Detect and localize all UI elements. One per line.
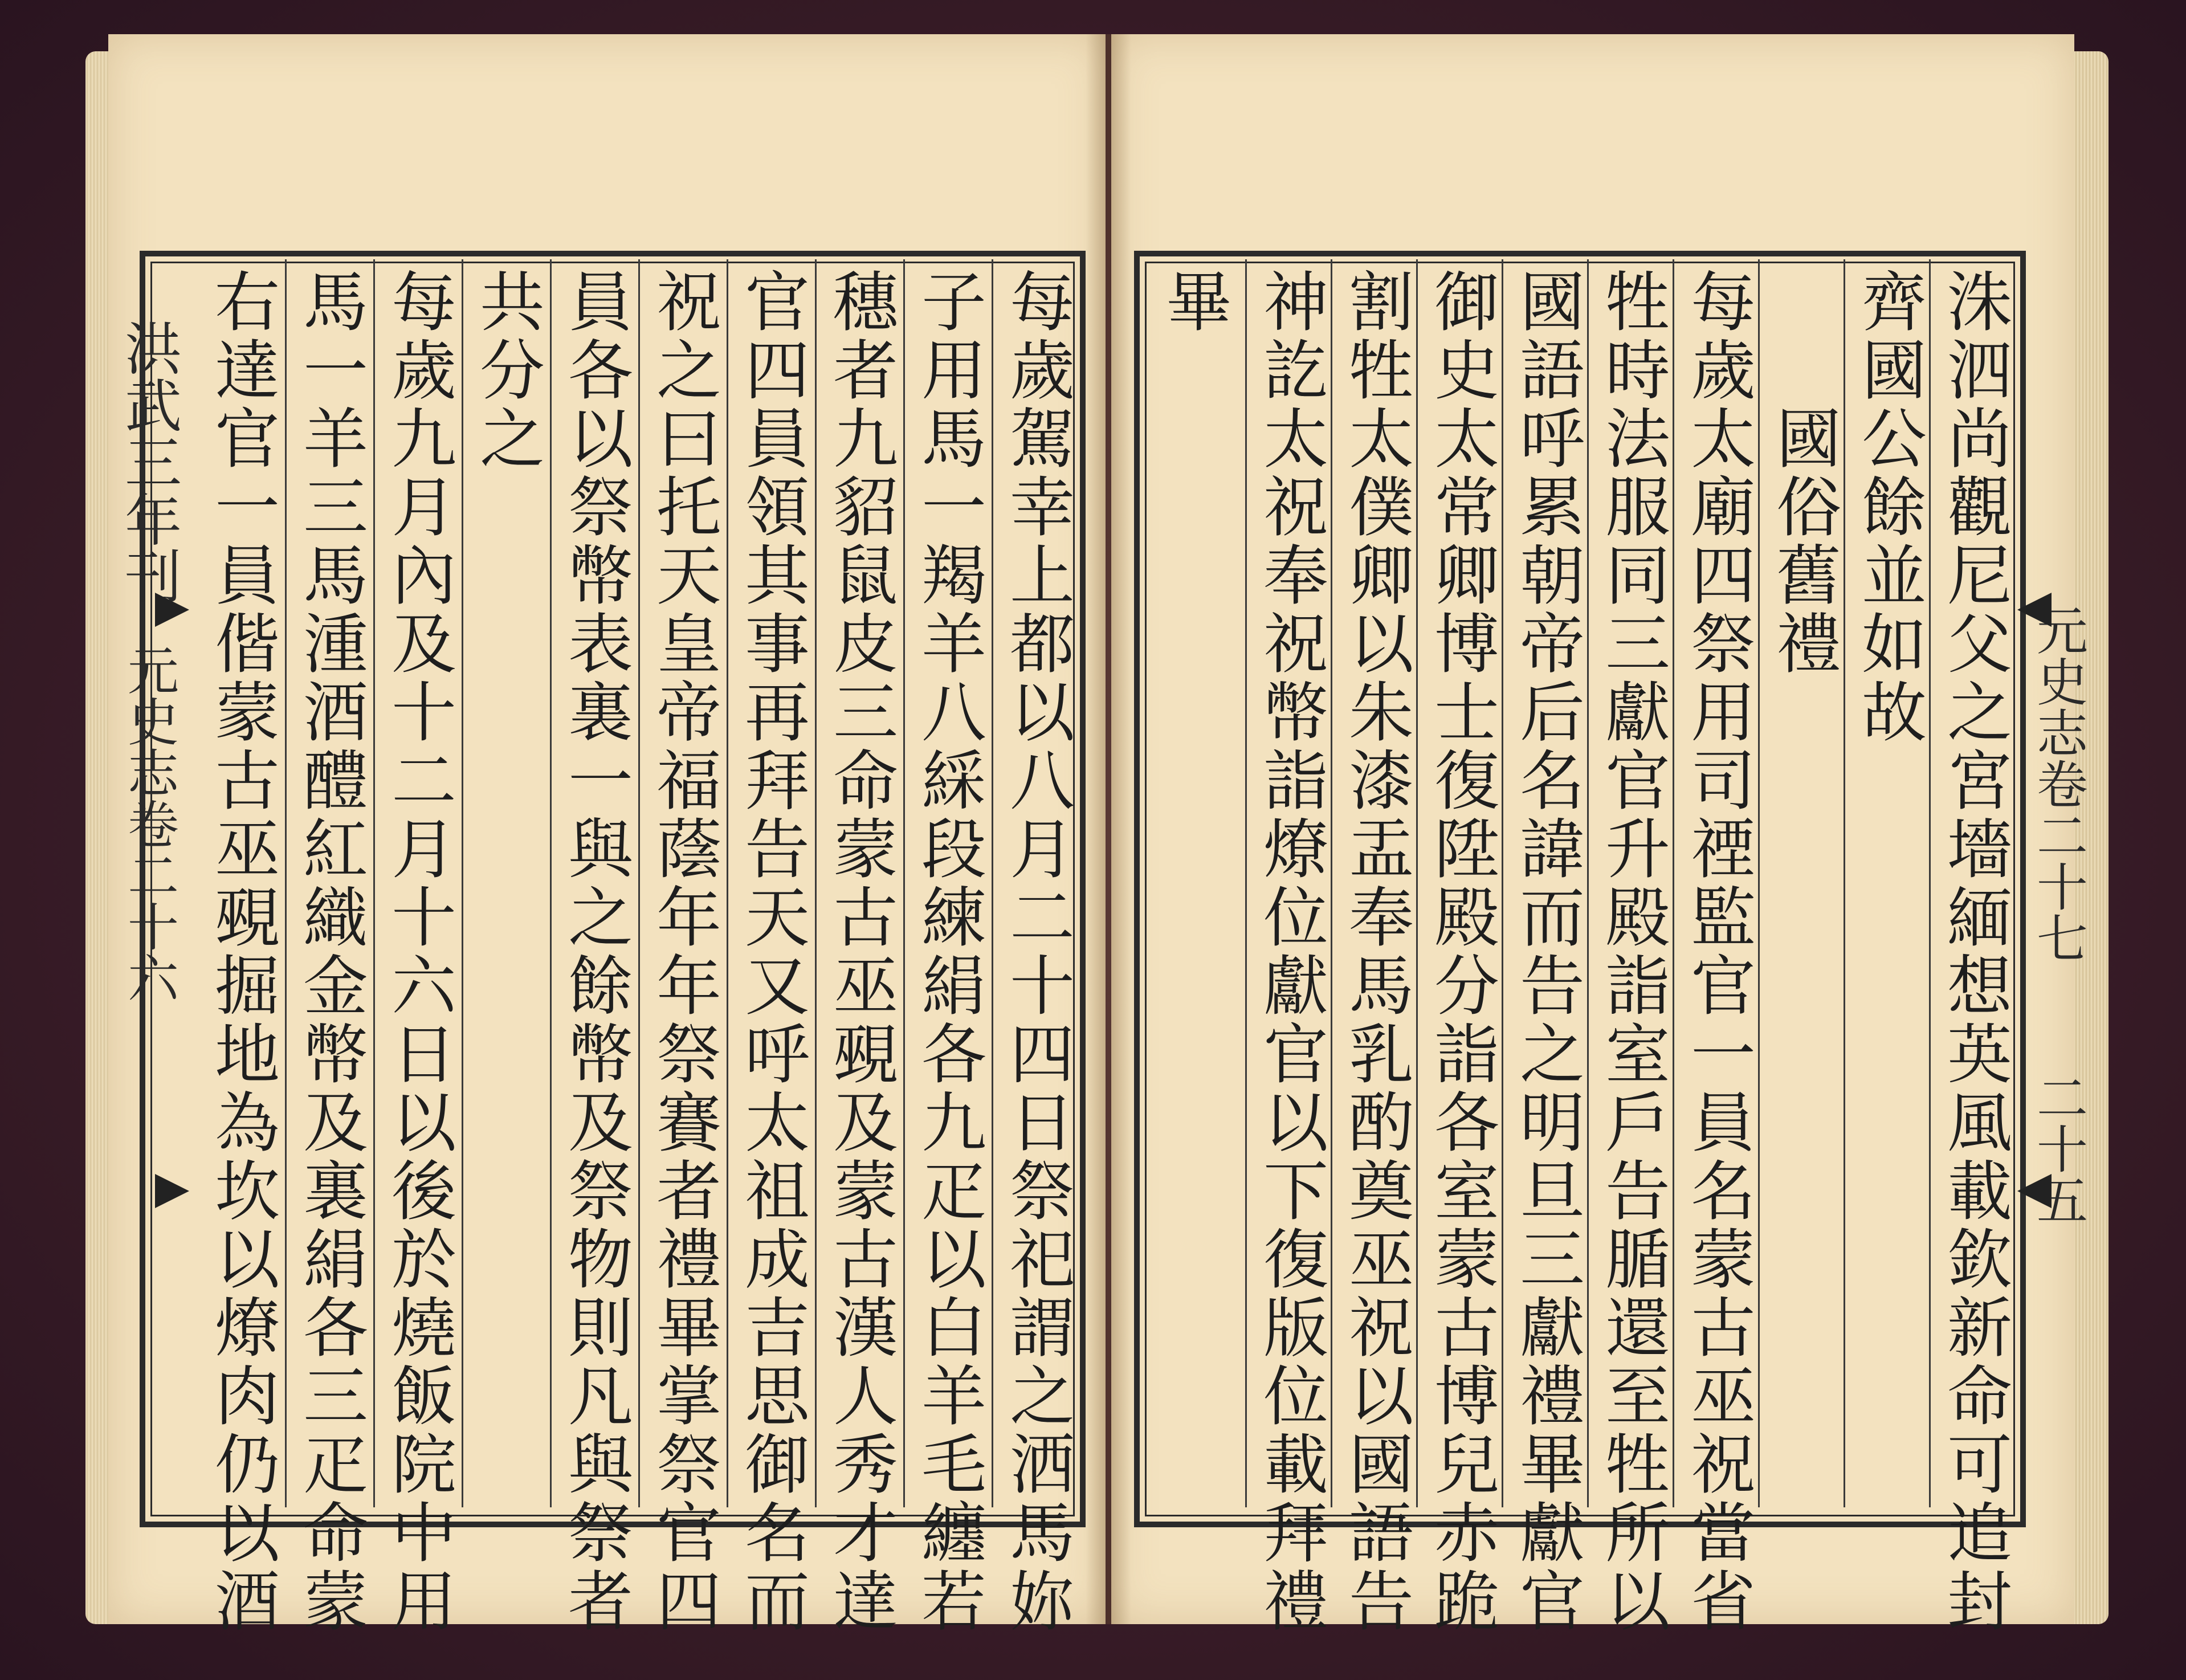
column-rule (1416, 259, 1418, 1507)
fish-tail-mark-bottom-left (155, 1174, 189, 1208)
left-column-6: 員各以祭幣表裏一與之餘幣及祭物則凡與祭者 (557, 268, 633, 1636)
column-rule (1844, 259, 1845, 1507)
left-column-2: 子用馬一羯羊八綵段練絹各九疋以白羊毛纏若 (911, 268, 986, 1636)
left-column-3: 穗者九貂鼠皮三命蒙古巫覡及蒙古漢人秀才達 (822, 268, 898, 1636)
fish-tail-mark-top-right (2017, 593, 2052, 627)
right-margin-page-number: 二十五 (2028, 1071, 2087, 1225)
column-rule (285, 259, 287, 1507)
column-rule (1245, 259, 1247, 1507)
column-rule (1758, 259, 1760, 1507)
left-column-4: 官四員領其事再拜告天又呼太祖成吉思御名而 (734, 268, 810, 1636)
right-column-4: 每歲太廟四祭用司禋監官一員名蒙古巫祝當省 (1680, 268, 1756, 1636)
column-rule (1929, 259, 1931, 1507)
column-rule (1673, 259, 1674, 1507)
right-column-2: 齊國公餘並如故 (1851, 268, 1927, 747)
left-margin-title: 元史志卷二十六 (119, 644, 178, 1003)
left-column-9: 馬一羊三馬湩酒醴紅織金幣及裏絹各三疋命蒙 (292, 268, 368, 1636)
left-column-5: 祝之曰托天皇帝福蔭年年祭賽者禮畢掌祭官四 (646, 268, 721, 1636)
column-rule (550, 259, 552, 1507)
left-column-8: 每歲九月內及十二月十六日以後於燒飯院中用 (381, 268, 456, 1636)
right-column-9: 神訖太祝奉祝幣詣燎位獻官以下復版位載拜禮 (1253, 268, 1328, 1636)
column-rule (727, 259, 728, 1507)
left-column-7: 共分之 (469, 268, 545, 473)
column-rule (903, 259, 905, 1507)
right-margin-title: 元史志卷二十七 (2028, 604, 2087, 963)
right-column-3-heading: 國俗舊禮 (1765, 405, 1841, 678)
column-rule (1502, 259, 1503, 1507)
column-rule (462, 259, 463, 1507)
column-rule (992, 259, 993, 1507)
column-rule (1331, 259, 1332, 1507)
column-rule (638, 259, 640, 1507)
right-column-8: 割牲太僕卿以朱漆盂奉馬乳酌奠巫祝以國語告 (1338, 268, 1414, 1636)
book-gutter (1086, 34, 1131, 1624)
fish-tail-mark-bottom-right (2017, 1174, 2052, 1208)
left-column-1: 每歲駕幸上都以八月二十四日祭祀謂之洒馬妳 (999, 268, 1075, 1636)
left-margin-edition: 洪武三年刊 (115, 319, 182, 604)
right-column-7: 御史太常卿博士復陞殿分詣各室蒙古博兒赤跪 (1424, 268, 1499, 1636)
column-rule (815, 259, 817, 1507)
column-rule (1587, 259, 1589, 1507)
right-column-10: 畢 (1156, 268, 1231, 336)
right-column-1: 洙泗尚觀尼父之宮墻緬想英風載欽新命可追封 (1936, 268, 2012, 1636)
right-column-6: 國語呼累朝帝后名諱而告之明旦三獻禮畢獻官 (1509, 268, 1585, 1636)
right-column-5: 牲時法服同三獻官升殿詣室戶告腯還至牲所以 (1594, 268, 1670, 1636)
column-rule (373, 259, 375, 1507)
left-column-10: 右達官一員偕蒙古巫覡掘地為坎以燎肉仍以酒 (204, 268, 280, 1636)
fish-tail-mark-top-left (155, 593, 189, 627)
